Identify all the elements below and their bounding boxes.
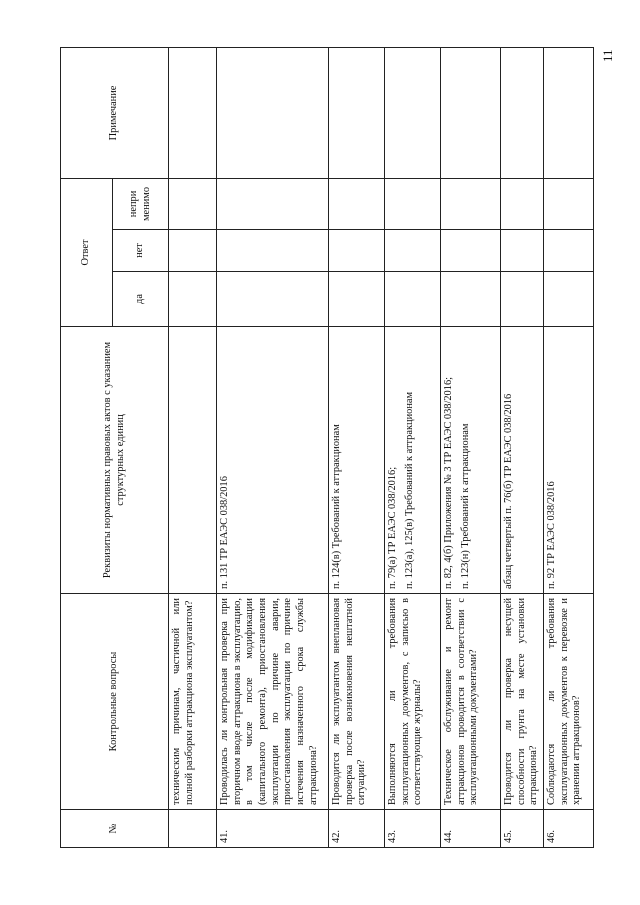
note-cell[interactable]: [217, 47, 329, 178]
note-cell[interactable]: [544, 47, 594, 178]
header-questions: Контрольные вопросы: [61, 594, 169, 810]
row-num: 42.: [329, 810, 385, 848]
row-requisites: п. 82, 4(б) Приложения № 3 ТР ЕАЭС 038/2016; п. 123(н) Требований к аттракционам: [441, 327, 501, 594]
row-question: Проводится ли эксплуатантом внеплановая проверка после возникновения нештатной ситуации?: [329, 594, 385, 810]
row-question: Проводилась ли контрольная проверка при вторичном вводе аттракциона в эксплуатацию, в том числе после модификации (капитального ремонта), приостановления эксплуатации по причине аварии, приостановления эксплуатации по причине истечения назначенного срока службы аттракциона?: [217, 594, 329, 810]
row-num: 44.: [441, 810, 501, 848]
answer-yes-cell[interactable]: [169, 272, 217, 327]
header-num: №: [61, 810, 169, 848]
table-row: [544, 47, 594, 847]
header-answer: Ответ: [61, 178, 113, 326]
row-num: [169, 810, 217, 848]
row-requisites: абзац четвертый п. 76(б) ТР ЕАЭС 038/2016: [501, 327, 544, 594]
table-row: [501, 47, 544, 847]
row-num: 46.: [544, 810, 594, 848]
table-row: [217, 47, 329, 847]
answer-no-cell[interactable]: [544, 230, 594, 272]
row-requisites: п. 131 ТР ЕАЭС 038/2016: [217, 327, 329, 594]
row-question: техническим причинам, частичной или полной разборки аттракциона эксплуатантом?: [169, 594, 217, 810]
answer-na-cell[interactable]: [329, 178, 385, 229]
note-cell[interactable]: [329, 47, 385, 178]
note-cell[interactable]: [441, 47, 501, 178]
answer-na-cell[interactable]: [441, 178, 501, 229]
row-requisites: п. 124(в) Требований к аттракционам: [329, 327, 385, 594]
table-row: [169, 47, 217, 847]
row-requisites: [169, 327, 217, 594]
row-question: Выполняются ли требования эксплуатационных документов, с записью в соответствующие журналы?: [385, 594, 441, 810]
answer-yes-cell[interactable]: [217, 272, 329, 327]
header-no: нет: [113, 230, 169, 272]
answer-no-cell[interactable]: [441, 230, 501, 272]
answer-na-cell[interactable]: [217, 178, 329, 229]
rotated-page-content: [60, 48, 583, 848]
answer-yes-cell[interactable]: [544, 272, 594, 327]
header-yes: да: [113, 272, 169, 327]
answer-yes-cell[interactable]: [501, 272, 544, 327]
answer-no-cell[interactable]: [501, 230, 544, 272]
note-cell[interactable]: [501, 47, 544, 178]
answer-no-cell[interactable]: [385, 230, 441, 272]
table-row: [385, 47, 441, 847]
answer-no-cell[interactable]: [217, 230, 329, 272]
row-num: 43.: [385, 810, 441, 848]
answer-na-cell[interactable]: [544, 178, 594, 229]
checklist-table: [60, 47, 594, 848]
table-row: [329, 47, 385, 847]
answer-no-cell[interactable]: [329, 230, 385, 272]
header-not-applicable: непри менимо: [113, 178, 169, 229]
row-question: Соблюдаются ли требования эксплуатационных документов к перевозке и хранении аттракционов?: [544, 594, 594, 810]
table-row: [441, 47, 501, 847]
answer-na-cell[interactable]: [385, 178, 441, 229]
note-cell[interactable]: [169, 47, 217, 178]
row-question: Техническое обслуживание и ремонт аттракционов проводится в соответствии с эксплуатационными документами?: [441, 594, 501, 810]
row-num: 41.: [217, 810, 329, 848]
answer-no-cell[interactable]: [169, 230, 217, 272]
page-number: 11: [600, 49, 615, 62]
header-note: Примечание: [61, 47, 169, 178]
answer-yes-cell[interactable]: [441, 272, 501, 327]
row-requisites: п. 79(а) ТР ЕАЭС 038/2016; п. 123(а), 125(в) Требований к аттракционам: [385, 327, 441, 594]
row-question: Проводится ли проверка несущей способности грунта на месте установки аттракциона?: [501, 594, 544, 810]
note-cell[interactable]: [385, 47, 441, 178]
answer-na-cell[interactable]: [501, 178, 544, 229]
answer-yes-cell[interactable]: [329, 272, 385, 327]
row-requisites: п. 92 ТР ЕАЭС 038/2016: [544, 327, 594, 594]
row-num: 45.: [501, 810, 544, 848]
header-requisites: Реквизиты нормативных правовых актов с указанием структурных единиц: [61, 327, 169, 594]
answer-yes-cell[interactable]: [385, 272, 441, 327]
answer-na-cell[interactable]: [169, 178, 217, 229]
